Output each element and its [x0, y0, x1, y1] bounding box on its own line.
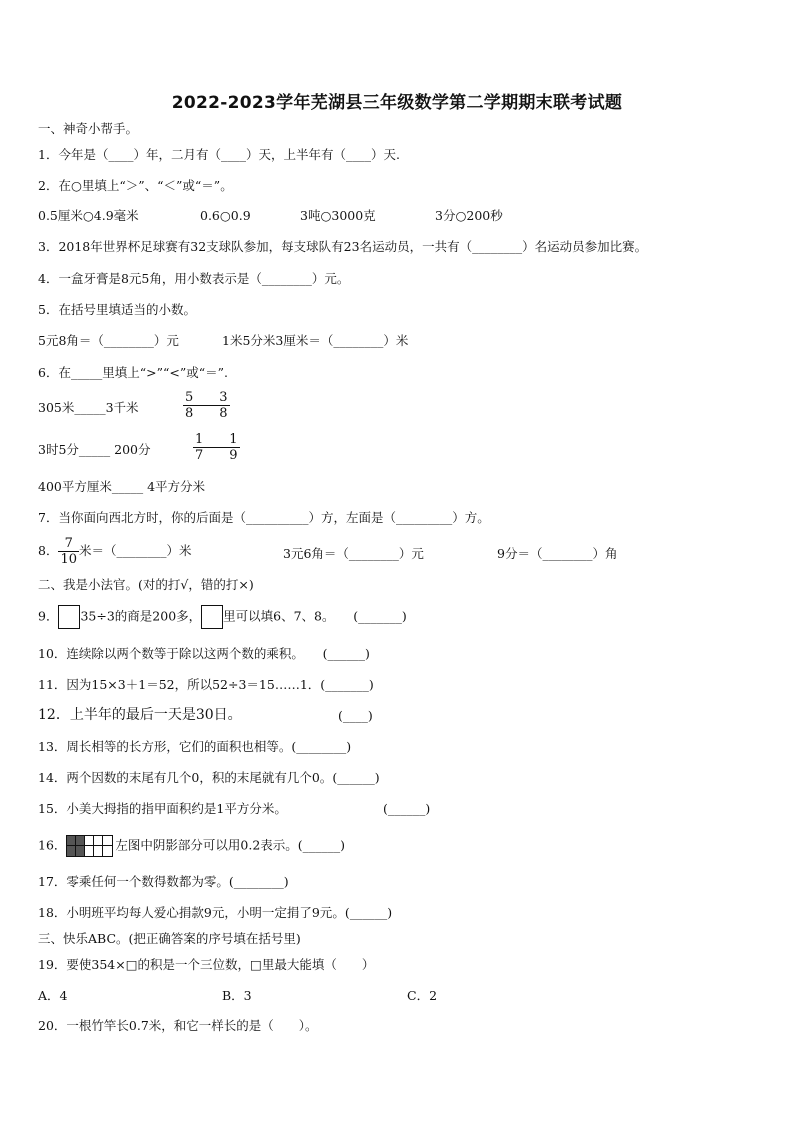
question-8: 8． $\frac{7}{10}$ 米＝（________）米 [38, 536, 192, 567]
question-16: 16． 左图中阴影部分可以用0.2表示。(______) [38, 835, 345, 857]
question-8-c: 9分＝（________）角 [497, 546, 618, 561]
question-20: 20．一根竹竿长0.7米，和它一样长的是（ ）。 [38, 1018, 318, 1033]
fraction: $\frac{1}{9}$ [229, 432, 238, 463]
question-19-option-c: C．2 [407, 988, 438, 1003]
shaded-grid-figure [66, 835, 113, 857]
question-12: 12．上半年的最后一天是30日。 [38, 707, 242, 723]
question-2: 2．在○里填上“＞”、“＜”或“＝”。 [38, 178, 233, 193]
question-3: 3．2018年世界杯足球赛有32支球队参加，每支球队有23名运动员，一共有（________）名运动员参加比赛。 [38, 239, 648, 254]
question-6-a: 305米_____3千米 [38, 400, 139, 415]
section-1-heading: 一、神奇小帮手。 [38, 121, 139, 136]
answer-box [58, 605, 80, 629]
question-11: 11．因为15×3＋1＝52，所以52÷3＝15……1．(_______) [38, 677, 374, 692]
question-5-item-2: 1米5分米3厘米＝（________）米 [222, 333, 409, 348]
question-6-fraction-pair-1 [183, 390, 230, 421]
question-5-item-1: 5元8角＝（________）元 [38, 333, 179, 348]
question-19-option-b: B．3 [222, 988, 252, 1003]
question-6-fraction-pair-2 [193, 432, 240, 463]
section-2-heading: 二、我是小法官。(对的打√，错的打×) [38, 577, 254, 592]
question-19: 19．要使354×□的积是一个三位数，□里最大能填（ ） [38, 957, 375, 972]
question-15-paren: (______) [383, 801, 431, 816]
question-7: 7．当你面向西北方时，你的后面是（__________）方，左面是（_________）方。 [38, 510, 490, 525]
question-18: 18．小明班平均每人爱心捐款9元，小明一定捐了9元。(______) [38, 905, 393, 920]
question-2-item-4: 3分○200秒 [435, 208, 503, 223]
question-17: 17．零乘任何一个数得数都为零。(________) [38, 874, 289, 889]
question-2-item-2: 0.6○0.9 [200, 208, 251, 223]
fraction: $\frac{7}{10}$ [60, 536, 77, 567]
section-3-heading: 三、快乐ABC。(把正确答案的序号填在括号里) [38, 931, 301, 946]
fraction: $\frac{5}{8}$ [185, 390, 194, 421]
question-6-b: 3时5分_____ 200分 [38, 442, 151, 457]
question-15: 15．小美大拇指的指甲面积约是1平方分米。 [38, 801, 287, 816]
question-2-item-1: 0.5厘米○4.9毫米 [38, 208, 139, 223]
question-5: 5．在括号里填适当的小数。 [38, 302, 196, 317]
question-1: 1．今年是（____）年，二月有（____）天，上半年有（____）天. [38, 147, 400, 162]
question-6: 6．在_____里填上“>”“<”或“＝”. [38, 365, 228, 380]
page-title: 2022-2023学年芜湖县三年级数学第二学期期末联考试题 [171, 93, 623, 113]
question-9: 9． 35÷3的商是200多， 里可以填6、7、8。 (_______) [38, 605, 407, 629]
fraction: $\frac{1}{7}$ [195, 432, 204, 463]
question-4: 4．一盒牙膏是8元5角，用小数表示是（________）元。 [38, 271, 350, 286]
question-19-option-a: A．4 [38, 988, 68, 1003]
question-10: 10．连续除以两个数等于除以这两个数的乘积。 (______) [38, 646, 370, 661]
question-12-paren: (____) [338, 708, 373, 723]
question-14: 14．两个因数的末尾有几个0，积的末尾就有几个0。(______) [38, 770, 380, 785]
question-2-item-3: 3吨○3000克 [300, 208, 376, 223]
fraction: $\frac{3}{8}$ [219, 390, 228, 421]
question-8-b: 3元6角＝（________）元 [283, 546, 424, 561]
answer-box [201, 605, 223, 629]
question-13: 13．周长相等的长方形，它们的面积也相等。(________) [38, 739, 352, 754]
question-6-c: 400平方厘米_____ 4平方分米 [38, 479, 206, 494]
